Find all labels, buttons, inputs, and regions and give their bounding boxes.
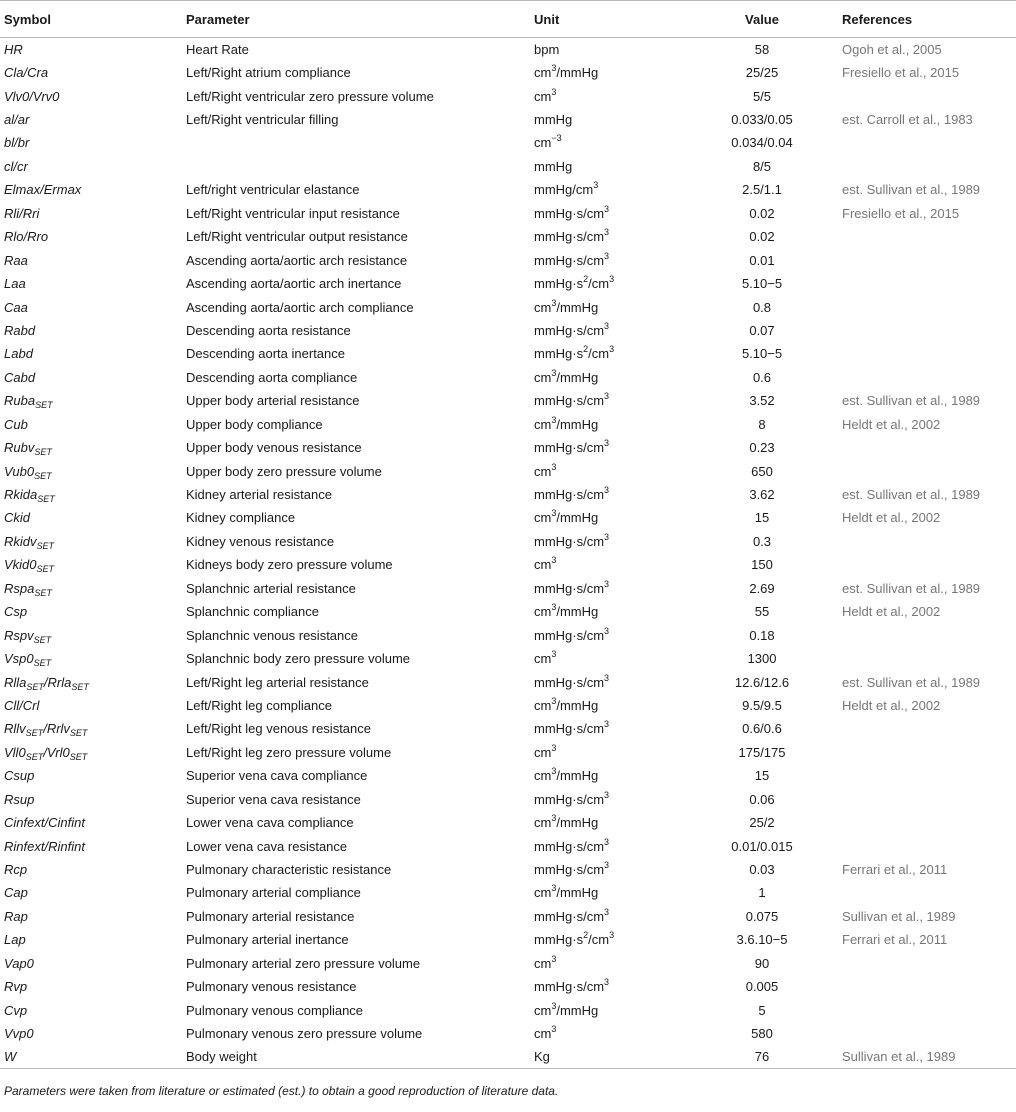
- cell-unit: $cm^3$/mmHg: [534, 766, 599, 784]
- table-row: [0, 84, 1016, 107]
- cell-reference: [842, 84, 1016, 107]
- cell-value: 0.8: [752, 299, 772, 315]
- cell-unit: $cm^3$/mmHg: [534, 1000, 599, 1018]
- table-header: [0, 1, 1016, 38]
- cell-value: 0.033/0.05: [731, 112, 793, 128]
- cell-symbol: $Vll0_{SET}/Vrl0_{SET}$: [4, 744, 88, 762]
- table-row: [0, 952, 1016, 975]
- cell-symbol: $Vsp0_{SET}$: [4, 651, 52, 669]
- cell-value: 3.62: [749, 487, 775, 503]
- cell-unit: $cm^3$: [534, 1024, 557, 1042]
- table-row: [0, 670, 1016, 693]
- cell-unit: $cm^3$/mmHg: [534, 63, 599, 81]
- cell-reference: est. Sullivan et al., 1989: [842, 487, 981, 503]
- cell-symbol: Cabd: [4, 369, 36, 385]
- cell-value: 3.52: [749, 393, 775, 409]
- cell-unit: $mmHg\cdot s/cm^3$: [534, 860, 610, 878]
- cell-value: 76: [682, 1045, 842, 1068]
- cell-value: 0.01/0.015: [731, 838, 793, 854]
- cell-value: 1300: [747, 651, 777, 667]
- cell-symbol: bl/br: [4, 135, 30, 151]
- table-row: [0, 295, 1016, 318]
- cell-unit: Kg: [534, 1045, 682, 1068]
- cell-unit: $cm^3$: [534, 461, 557, 479]
- table-row: [0, 436, 1016, 459]
- cell-unit: $cm^3$/mmHg: [534, 414, 599, 432]
- cell-unit: $cm^{-3}$: [534, 133, 562, 151]
- cell-unit: $cm^3$/mmHg: [534, 602, 599, 620]
- table-row: [0, 834, 1016, 857]
- cell-unit: $mmHg\cdot s/cm^3$: [534, 227, 610, 245]
- cell-parameter: Descending aorta resistance: [186, 322, 351, 338]
- table-row: [0, 61, 1016, 84]
- table-row: [0, 178, 1016, 201]
- cell-parameter: Splanchnic compliance: [186, 604, 319, 620]
- cell-reference: [842, 553, 1016, 576]
- cell-parameter: Lower vena cava resistance: [186, 838, 348, 854]
- cell-parameter: Left/Right ventricular output resistance: [186, 229, 408, 245]
- cell-reference: Ferrari et al., 2011: [842, 932, 948, 948]
- cell-unit: $mmHg\cdot s/cm^3$: [534, 485, 610, 503]
- cell-reference: est. Sullivan et al., 1989: [842, 674, 981, 690]
- cell-value: 580: [751, 1026, 773, 1042]
- cell-unit: $mmHg\cdot s/cm^3$: [534, 320, 610, 338]
- cell-parameter: [186, 131, 534, 154]
- cell-reference: [842, 366, 1016, 389]
- cell-symbol: Rsup: [4, 791, 35, 807]
- cell-unit: $cm^3$: [534, 86, 557, 104]
- cell-parameter: Upper body compliance: [186, 416, 323, 432]
- cell-unit: $mmHg\cdot s/cm^3$: [534, 578, 610, 596]
- cell-reference: Fresiello et al., 2015: [842, 65, 960, 81]
- cell-unit: $mmHg\cdot s/cm^3$: [534, 438, 610, 456]
- cell-symbol: Cap: [4, 885, 28, 901]
- cell-unit: $cm^3$/mmHg: [534, 695, 599, 713]
- cell-parameter: Ascending aorta/aortic arch compliance: [186, 299, 414, 315]
- cell-unit: $mmHg\cdot s/cm^3$: [534, 789, 610, 807]
- cell-value: 8: [758, 416, 766, 432]
- cell-value: 5/5: [752, 88, 772, 104]
- cell-value: 175/175: [738, 744, 786, 760]
- cell-symbol: Rubv$_{SET}$: [4, 440, 52, 458]
- cell-symbol: W: [0, 1045, 186, 1068]
- cell-parameter: Kidney compliance: [186, 510, 296, 526]
- table-row: [0, 38, 1016, 61]
- cell-unit: $mmHg\cdot s^2/cm^3$: [534, 930, 615, 948]
- cell-parameter: Pulmonary arterial compliance: [186, 885, 361, 901]
- cell-value: 0.005: [745, 979, 779, 995]
- cell-value: 5: [758, 1002, 766, 1018]
- cell-reference: [842, 881, 1016, 904]
- cell-symbol: Cinfext/Cinfint: [4, 815, 85, 831]
- cell-symbol: Caa: [4, 299, 28, 315]
- cell-reference: [842, 764, 1016, 787]
- cell-symbol: Vap0: [4, 955, 34, 971]
- cell-reference: [842, 131, 1016, 154]
- cell-value: 0.01: [749, 252, 775, 268]
- cell-reference: [842, 647, 1016, 670]
- cell-parameter: Upper body venous resistance: [186, 440, 362, 456]
- cell-parameter: Lower vena cava compliance: [186, 815, 354, 831]
- cell-parameter: Pulmonary arterial zero pressure volume: [186, 955, 421, 971]
- cell-symbol: Csp: [4, 604, 28, 620]
- table-row: [0, 530, 1016, 553]
- cell-reference: est. Sullivan et al., 1989: [842, 393, 981, 409]
- cell-unit: $cm^3$/mmHg: [534, 297, 599, 315]
- cell-parameter: Pulmonary characteristic resistance: [186, 862, 392, 878]
- cell-value: 15: [754, 510, 770, 526]
- cell-symbol: al/ar: [4, 112, 30, 128]
- cell-symbol: $Vub0_{SET}$: [4, 463, 52, 481]
- cell-value: 9.5/9.5: [742, 697, 782, 713]
- cell-unit: $mmHg\cdot s^2/cm^3$: [534, 344, 615, 362]
- cell-symbol: Cvp: [4, 1002, 28, 1018]
- cell-reference: Ogoh et al., 2005: [842, 41, 942, 57]
- cell-parameter: Superior vena cava resistance: [186, 791, 361, 807]
- cell-value: 150: [751, 557, 773, 573]
- table-row: [0, 108, 1016, 131]
- cell-symbol: Csup: [4, 768, 35, 784]
- table-row: [0, 459, 1016, 482]
- cell-symbol: Rlla$_{SET}$/Rrla$_{SET}$: [4, 674, 89, 692]
- cell-parameter: Descending aorta inertance: [186, 346, 345, 362]
- cell-symbol: Rinfext/Rinfint: [4, 838, 85, 854]
- cell-parameter: Left/Right leg venous resistance: [186, 721, 371, 737]
- cell-value: 2.5/1.1: [742, 182, 782, 198]
- table-row: [0, 1022, 1016, 1045]
- cell-parameter: Splanchnic venous resistance: [186, 627, 358, 643]
- cell-reference: [842, 459, 1016, 482]
- cell-parameter: Descending aorta compliance: [186, 369, 358, 385]
- table-row: [0, 342, 1016, 365]
- cell-symbol: Ruba$_{SET}$: [4, 393, 53, 411]
- header-symbol: Symbol: [0, 1, 186, 38]
- table-row: [0, 600, 1016, 623]
- cell-unit: bpm: [534, 41, 560, 57]
- cell-parameter: Left/Right ventricular input resistance: [186, 205, 400, 221]
- cell-reference: [842, 998, 1016, 1021]
- cell-symbol: Cub: [4, 416, 28, 432]
- cell-symbol: Rlo/Rro: [4, 229, 49, 245]
- cell-reference: [842, 717, 1016, 740]
- cell-parameter: Ascending aorta/aortic arch resistance: [186, 252, 408, 268]
- cell-value: 3.6.10−5: [736, 932, 788, 948]
- cell-symbol: Cla/Cra: [4, 65, 49, 81]
- cell-unit: mmHg/$cm^3$: [534, 180, 599, 198]
- cell-symbol: Vvp0: [4, 1026, 34, 1042]
- table-row: [0, 366, 1016, 389]
- cell-parameter: Heart Rate: [186, 41, 249, 57]
- cell-value: 15: [754, 768, 770, 784]
- cell-value: 90: [754, 955, 770, 971]
- cell-value: 0.6: [752, 369, 772, 385]
- cell-value: 0.075: [745, 908, 779, 924]
- cell-value: 5.10−5: [741, 276, 783, 292]
- cell-unit: $mmHg\cdot s/cm^3$: [534, 719, 610, 737]
- cell-reference: [842, 295, 1016, 318]
- cell-value: 0.02: [749, 229, 775, 245]
- header-value: Value: [682, 1, 842, 38]
- table-row: [0, 694, 1016, 717]
- cell-unit: $mmHg\cdot s/cm^3$: [534, 906, 610, 924]
- cell-symbol: Rcp: [4, 862, 28, 878]
- cell-parameter: Superior vena cava compliance: [186, 768, 368, 784]
- cell-value: 25/2: [749, 815, 775, 831]
- cell-value: 0.6/0.6: [742, 721, 782, 737]
- cell-unit: $cm^3$/mmHg: [534, 883, 599, 901]
- cell-value: 0.06: [749, 791, 775, 807]
- cell-value: 650: [751, 463, 773, 479]
- table-row: [0, 155, 1016, 178]
- cell-reference: [842, 623, 1016, 646]
- cell-symbol: $Vkid0_{SET}$: [4, 557, 55, 575]
- cell-symbol: Rspv$_{SET}$: [4, 627, 52, 645]
- table-row: [0, 577, 1016, 600]
- table-row: [0, 272, 1016, 295]
- cell-symbol: Vlv0/Vrv0: [4, 88, 60, 104]
- table-row: [0, 248, 1016, 271]
- cell-reference: [842, 834, 1016, 857]
- cell-reference: [842, 319, 1016, 342]
- cell-reference: [842, 436, 1016, 459]
- cell-reference: [842, 975, 1016, 998]
- table-row: [0, 928, 1016, 951]
- cell-unit: $mmHg\cdot s/cm^3$: [534, 836, 610, 854]
- cell-parameter: Left/Right leg arterial resistance: [186, 674, 369, 690]
- table-row: [0, 647, 1016, 670]
- cell-symbol: Raa: [4, 252, 28, 268]
- cell-unit: $mmHg\cdot s/cm^3$: [534, 250, 610, 268]
- cell-reference: [842, 342, 1016, 365]
- cell-parameter: Pulmonary venous resistance: [186, 979, 357, 995]
- cell-unit: $mmHg\cdot s/cm^3$: [534, 625, 610, 643]
- cell-parameter: Body weight: [186, 1045, 534, 1068]
- cell-parameter: Pulmonary arterial resistance: [186, 908, 355, 924]
- cell-symbol: Rli/Rri: [4, 205, 40, 221]
- table-row: [0, 319, 1016, 342]
- cell-value: 0.02: [749, 205, 775, 221]
- cell-reference: [842, 155, 1016, 178]
- table-row: [0, 202, 1016, 225]
- cell-reference: Heldt et al., 2002: [842, 416, 941, 432]
- cell-value: 0.03: [749, 862, 775, 878]
- table-row: [0, 506, 1016, 529]
- cell-value: 25/25: [745, 65, 779, 81]
- cell-parameter: Left/Right leg compliance: [186, 697, 332, 713]
- cell-parameter: Left/Right ventricular filling: [186, 112, 339, 128]
- cell-unit: $cm^3$/mmHg: [534, 813, 599, 831]
- cell-reference: Sullivan et al., 1989: [842, 1045, 1016, 1068]
- cell-symbol: Rap: [4, 908, 28, 924]
- cell-reference: Fresiello et al., 2015: [842, 205, 960, 221]
- cell-reference: [842, 1022, 1016, 1045]
- table-body: [0, 38, 1016, 1069]
- table-row: [0, 1045, 1016, 1068]
- cell-reference: [842, 248, 1016, 271]
- table-row: [0, 858, 1016, 881]
- cell-symbol: Cll/Crl: [4, 697, 40, 713]
- cell-value: 0.3: [752, 533, 772, 549]
- cell-value: 55: [754, 604, 770, 620]
- cell-unit: $mmHg\cdot s/cm^3$: [534, 391, 610, 409]
- cell-value: 12.6/12.6: [734, 674, 790, 690]
- cell-value: 5.10−5: [741, 346, 783, 362]
- table-row: [0, 553, 1016, 576]
- cell-symbol: Laa: [4, 276, 26, 292]
- table-row: [0, 389, 1016, 412]
- header-references: References: [842, 1, 1016, 38]
- table-row: [0, 131, 1016, 154]
- cell-symbol: Rabd: [4, 322, 36, 338]
- cell-value: 0.07: [749, 322, 775, 338]
- cell-reference: [842, 225, 1016, 248]
- cell-parameter: Upper body zero pressure volume: [186, 463, 382, 479]
- cell-parameter: Pulmonary arterial inertance: [186, 932, 349, 948]
- cell-unit: $mmHg\cdot s/cm^3$: [534, 672, 610, 690]
- cell-reference: est. Sullivan et al., 1989: [842, 182, 981, 198]
- cell-unit: $cm^3$: [534, 555, 557, 573]
- cell-unit: mmHg: [534, 158, 573, 174]
- table-row: [0, 225, 1016, 248]
- table-row: [0, 764, 1016, 787]
- table-row: [0, 811, 1016, 834]
- cell-symbol: Lap: [4, 932, 26, 948]
- table-footnote: Parameters were taken from literature or estimated (est.) to obtain a good reproduction of literature data.: [4, 1084, 559, 1098]
- table-row: [0, 717, 1016, 740]
- header-parameter: Parameter: [186, 1, 534, 38]
- cell-parameter: Kidneys body zero pressure volume: [186, 557, 393, 573]
- cell-symbol: Rkida$_{SET}$: [4, 487, 55, 505]
- cell-unit: $cm^3$/mmHg: [534, 508, 599, 526]
- cell-parameter: Ascending aorta/aortic arch inertance: [186, 276, 402, 292]
- header-row: [0, 1, 1016, 38]
- cell-symbol: Rspa$_{SET}$: [4, 580, 52, 598]
- header-unit: Unit: [534, 1, 682, 38]
- cell-parameter: Kidney venous resistance: [186, 533, 335, 549]
- cell-unit: $cm^3$/mmHg: [534, 367, 599, 385]
- cell-unit: $mmHg\cdot s/cm^3$: [534, 203, 610, 221]
- cell-parameter: Left/Right atrium compliance: [186, 65, 351, 81]
- table-row: [0, 413, 1016, 436]
- cell-reference: Heldt et al., 2002: [842, 510, 941, 526]
- cell-reference: est. Sullivan et al., 1989: [842, 580, 981, 596]
- cell-value: 2.69: [749, 580, 775, 596]
- cell-value: 0.034/0.04: [731, 135, 793, 151]
- cell-unit: $cm^3$: [534, 649, 557, 667]
- cell-parameter: Splanchnic arterial resistance: [186, 580, 356, 596]
- cell-unit: $cm^3$: [534, 742, 557, 760]
- cell-unit: $mmHg\cdot s/cm^3$: [534, 977, 610, 995]
- cell-unit: $mmHg\cdot s^2/cm^3$: [534, 274, 615, 292]
- cell-reference: Sullivan et al., 1989: [842, 908, 956, 924]
- cell-reference: [842, 788, 1016, 811]
- cell-reference: [842, 952, 1016, 975]
- cell-value: 1: [758, 885, 766, 901]
- table-row: [0, 483, 1016, 506]
- table-row: [0, 975, 1016, 998]
- cell-parameter: Pulmonary venous zero pressure volume: [186, 1026, 423, 1042]
- cell-unit: $mmHg\cdot s/cm^3$: [534, 531, 610, 549]
- table-row: [0, 623, 1016, 646]
- cell-reference: Heldt et al., 2002: [842, 697, 941, 713]
- cell-reference: [842, 811, 1016, 834]
- cell-symbol: Labd: [4, 346, 33, 362]
- table-row: [0, 998, 1016, 1021]
- cell-parameter: Pulmonary venous compliance: [186, 1002, 364, 1018]
- cell-unit: mmHg: [534, 112, 573, 128]
- cell-reference: [842, 272, 1016, 295]
- table-row: [0, 881, 1016, 904]
- cell-symbol: Rllv$_{SET}$/Rrlv$_{SET}$: [4, 721, 88, 739]
- table-row: [0, 905, 1016, 928]
- cell-parameter: Left/Right ventricular zero pressure volume: [186, 88, 434, 104]
- cell-parameter: Left/right ventricular elastance: [186, 182, 360, 198]
- cell-symbol: Rkidv$_{SET}$: [4, 533, 55, 551]
- cell-reference: [842, 530, 1016, 553]
- cell-unit: $cm^3$: [534, 953, 557, 971]
- cell-value: 8/5: [752, 158, 772, 174]
- cell-reference: [842, 741, 1016, 764]
- cell-value: 58: [754, 41, 770, 57]
- cell-symbol: cl/cr: [4, 158, 28, 174]
- cell-parameter: [186, 155, 534, 178]
- cell-symbol: Ckid: [4, 510, 31, 526]
- cell-value: 0.18: [749, 627, 775, 643]
- cell-parameter: Kidney arterial resistance: [186, 487, 332, 503]
- cell-reference: Heldt et al., 2002: [842, 604, 941, 620]
- table-row: [0, 741, 1016, 764]
- cell-symbol: HR: [4, 41, 23, 57]
- cell-parameter: Upper body arterial resistance: [186, 393, 360, 409]
- cell-symbol: Elmax/Ermax: [4, 182, 82, 198]
- cell-value: 0.23: [749, 440, 775, 456]
- cell-symbol: Rvp: [4, 979, 28, 995]
- table-row: [0, 788, 1016, 811]
- cell-parameter: Splanchnic body zero pressure volume: [186, 651, 411, 667]
- cell-reference: est. Carroll et al., 1983: [842, 112, 973, 128]
- cell-parameter: Left/Right leg zero pressure volume: [186, 744, 392, 760]
- cell-reference: Ferrari et al., 2011: [842, 862, 948, 878]
